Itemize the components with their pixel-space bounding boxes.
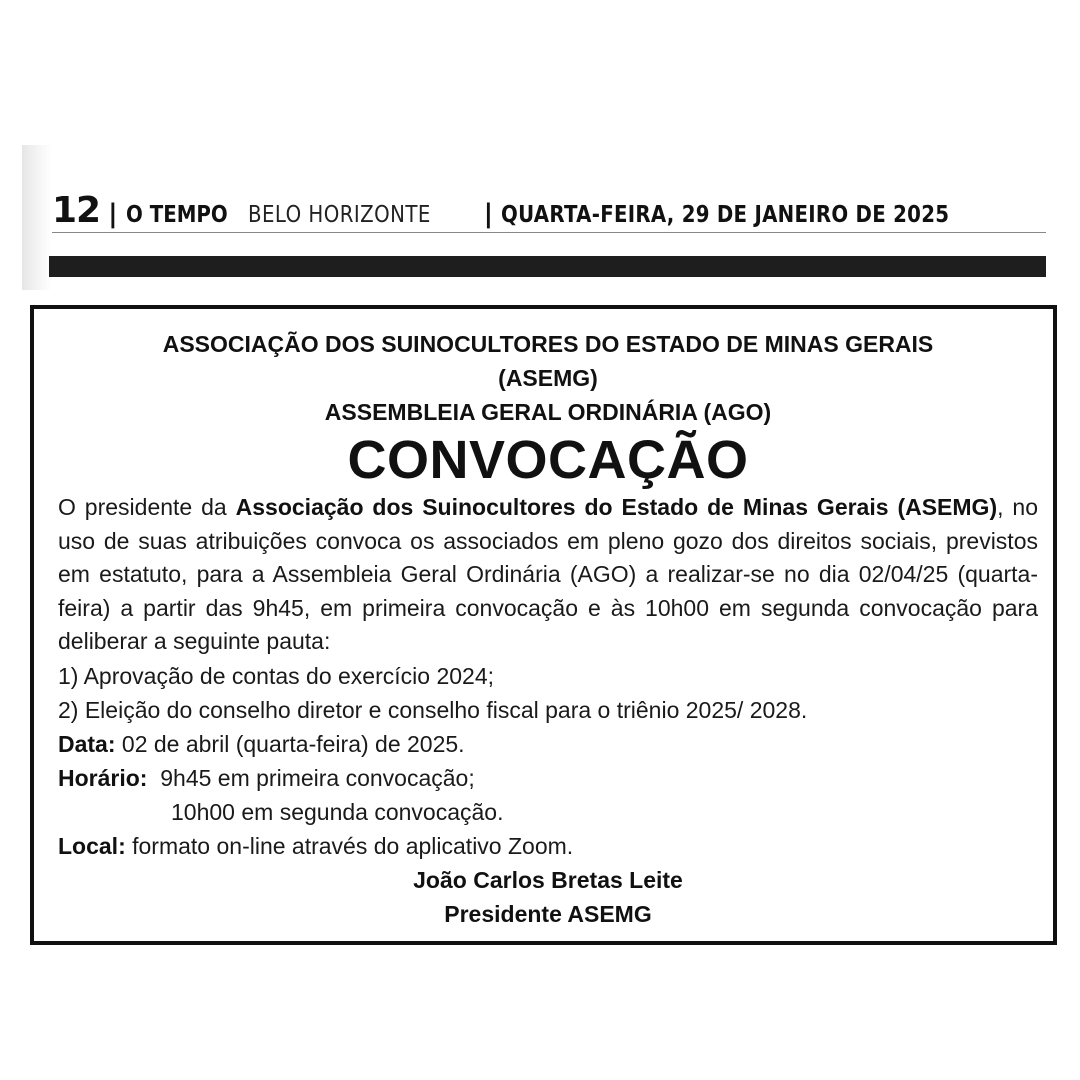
agenda-item: 2) Eleição do conselho diretor e conselho fiscal para o triênio 2025/ 2028.	[58, 696, 808, 723]
time-first: 9h45 em primeira convocação;	[147, 764, 475, 791]
newspaper-header	[52, 190, 1046, 233]
date-line	[58, 727, 1038, 761]
page-number: 12	[52, 190, 101, 231]
organization-name: ASSOCIAÇÃO DOS SUINOCULTORES DO ESTADO DE MINAS GERAIS	[162, 331, 934, 357]
header-separator: |	[483, 199, 494, 229]
newspaper-city: BELO HORIZONTE	[247, 202, 431, 228]
time-line	[58, 761, 1038, 795]
location-value: formato on-line através do aplicativo Zoom.	[125, 832, 574, 859]
newspaper-name: O TEMPO	[125, 202, 228, 228]
time-label: Horário:	[58, 764, 148, 791]
location-line	[58, 829, 1038, 863]
location-label: Local:	[58, 832, 126, 859]
header-separator: |	[108, 199, 118, 229]
signer-name: João Carlos Bretas Leite	[413, 866, 683, 893]
date-label: Data:	[58, 730, 116, 757]
organization-abbreviation: (ASEMG)	[498, 365, 598, 391]
notice-paragraph	[58, 491, 1038, 659]
paragraph-body: , no uso de suas atribuições convoca os associados em pleno gozo dos direitos sociais, previstos em estatuto, para a Assembleia Geral Ordinária (AGO) a realizar-se no dia 02/04/25 (quarta-feira) a partir das 9h45, em primeira convocação e às 10h00 em segunda convocação para deliberar a seguinte pauta:	[58, 494, 1038, 654]
page-edge-shadow	[22, 145, 52, 290]
signer-title: Presidente ASEMG	[444, 900, 652, 927]
paragraph-org-name: Associação dos Suinocultores do Estado de Minas Gerais (ASEMG)	[235, 494, 998, 520]
issue-date: QUARTA-FEIRA, 29 DE JANEIRO DE 2025	[501, 202, 950, 228]
time-second: 10h00 em segunda convocação.	[171, 798, 504, 825]
notice-heading: CONVOCAÇÃO	[347, 430, 749, 490]
agenda-item: 1) Aprovação de contas do exercício 2024;	[58, 662, 495, 689]
header-rule-bar	[49, 256, 1046, 277]
assembly-title: ASSEMBLEIA GERAL ORDINÁRIA (AGO)	[324, 399, 772, 425]
date-value: 02 de abril (quarta-feira) de 2025.	[115, 730, 465, 757]
paragraph-intro: O presidente da	[58, 494, 227, 520]
legal-notice-box	[30, 305, 1057, 945]
